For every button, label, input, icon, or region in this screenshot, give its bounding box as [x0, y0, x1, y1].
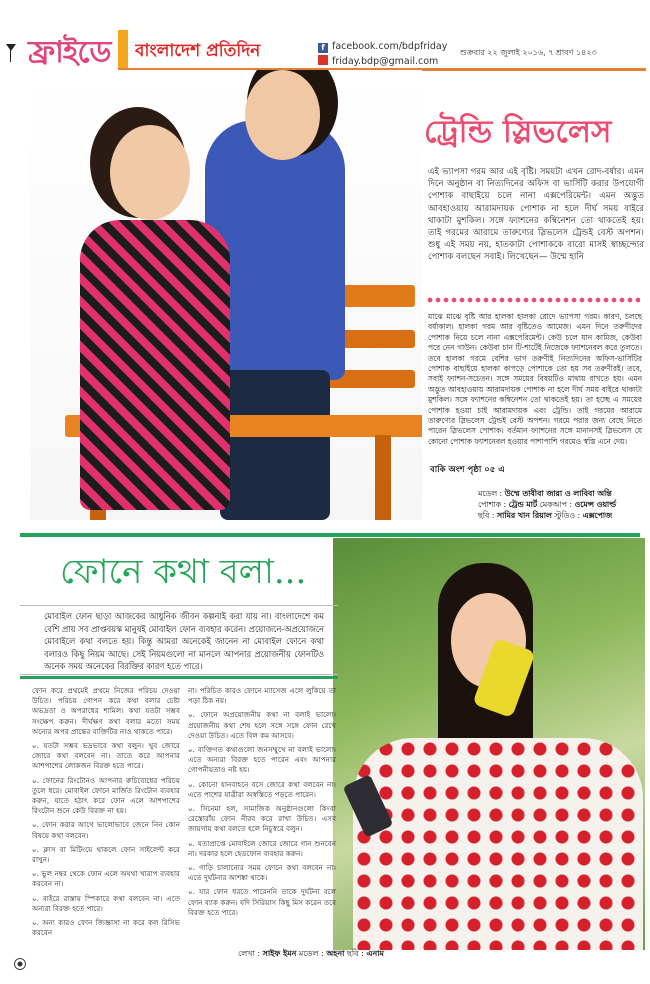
model-head [110, 125, 190, 220]
facebook-icon: f [318, 43, 328, 53]
paragraph: ০. ভুল নম্বর থেকে ফোন এলে অযথা খারাপ ব্যবহার করবেন না। [32, 869, 180, 889]
paragraph: ০. গাড়ি চালানোর সময় ফোনে কথা বলবেন না। এতে দুর্ঘটনার আশঙ্কা থাকে। [188, 863, 336, 883]
credit-label: মডেল : [298, 949, 324, 958]
page-arrow-icon [6, 44, 16, 51]
credit-photo: সামির খান রিয়াল [496, 511, 552, 520]
article-column-1 [32, 686, 180, 942]
credit-makeup: ওমেন্স ওয়ার্ল্ড [574, 500, 616, 509]
credit-outfit: ট্রেন্ড মার্ট [508, 500, 538, 509]
logo-divider [118, 30, 128, 70]
paragraph: ০. যার ফোন ধরতে পারেননি তাকে দুর্ঘটনা বলে ফোন ব্যাক করুন। যদি সিরিয়াস কিছু মিস করেন তবে বিরক্ত হতে পারে। [188, 887, 336, 917]
paragraph: ০. সিনেমা হল, সামাজিক অনুষ্ঠানগুলো কিংবা রেস্তোরাঁয় ফোন নীরব করে রাখা উচিত। এসব জায়গায় কথা বলতে হলে নিচুস্বরে বলুন। [188, 804, 336, 834]
email-link[interactable]: friday.bdp@gmail.com [332, 56, 439, 67]
credit-label: ছবি : [478, 511, 495, 520]
credit-photo: এনাম [366, 949, 384, 958]
section-divider [20, 533, 640, 537]
paragraph: ০. যতটা সম্ভব ভদ্রভাবে কথা বলুন। খুব জোরে জোরে কথা বলবেন না। তাতে করে আপনার আশপাশের লোকজন বিরক্ত হতে পারে। [32, 741, 180, 771]
page-marker-line [10, 50, 11, 62]
feature-credits-sleeveless [478, 488, 648, 521]
credit-studio: এক্সপোজ [582, 511, 612, 520]
model-polka-dress [353, 738, 643, 950]
paragraph: না। পরিচিত কারও ফোনে ম্যাসেজ এলে লুকিয়ে তা পড়া ঠিক নয়। [188, 686, 336, 706]
credit-label: ছবি : [346, 949, 364, 958]
paper-logo: বাংলাদেশ প্রতিদিন [135, 41, 261, 61]
paragraph: ফোন করে প্রথমেই প্রথমে নিজের পরিচয় দেওয়া উচিত। পরিচয় গোপন করে কথা বলার চেষ্টা অভদ্রতা ও অপরাধের শামিল। কথা যতটা সম্ভব সংক্ষেপ করুন। দীর্ঘক্ষণ কথা বলার মতো সময় অন্যের অপর প্রান্তের ব্যক্তিটির নাও থাকতে পারে। [32, 686, 180, 736]
feature-body-sleeveless: মাঝে মাঝে বৃষ্টি আর হালকা হালকা রোদে ভ্যাপসা গরম। কারণ, চলছে বর্ষাকাল। হালকা গরম আর বৃষ্টিতেও আমেজ। এমন দিনে তরুণীদের পোশাক নিয়ে চলে নানা এক্সপেরিমেন্ট। কেউ চলে যান কামিজ, কেউবা পরে নেন গাউন। কেউবা চান টি-শার্টেই নিজেকে ফ্যাশনেবল করে তুলতে। তবে হালকা গরমে বেশির ভাগ তরুণীই নিত্যদিনের অফিস-ভার্সিটির পোশাক বাছাইয়ে হালকা কাপড়ে পোশাকে তো হয় সব তরুণীরই। তবে, সবাই ফ্যাশন-সচেতন। সঙ্গে সময়ের বিষয়টিও মাথায় রাখতে হয়। এমন অদ্ভুত আবহাওয়ায় আরামদায়ক পোশাক না হলে দীর্ঘ সময় বাইরে থাকাটা মুশকিল। সঙ্গে ফ্যাশনের কম্বিনেশন তো থাকতেই হয়। তা হচ্ছে এ সময়ের পোশাক হওয়া চাই আরামদায়ক এবং ট্রেন্ডি। তাই গরমের আরামে তারুণ্যের স্লিভলেস ট্রেন্ডই বেস্ট অপশন। গরমে পরার জন্য বেছে নিতে পারেন স্লিভলেস পোশাক। বর্তমান ফ্যাশনের সঙ্গে মানানসই স্লিভলেস যে কোনো পোশাক ফ্যাশনেবল হওয়ার পাশাপাশি গরমেও স্বস্তি এনে দেয়। [428, 312, 642, 446]
credit-label: পোশাক : [478, 500, 507, 509]
paragraph: ০. ক্লাস বা মিটিংয়ে থাকলে ফোন সাইলেন্ট করে রাখুন। [32, 844, 180, 865]
section-logo: ফ্রাইডে [28, 35, 111, 70]
registration-mark-icon [14, 958, 26, 970]
credit-models: উম্মে তাবীবা জারা ও লাবিবা অন্তি [504, 489, 612, 498]
feature-photo-sleeveless [30, 70, 422, 520]
credit-label: মডেল : [478, 489, 503, 498]
paragraph: ০. যতাপ্রাপ্তে মোবাইলে জোরে জোরে গান শুনবেন না। দরকার হলে হেডফোন ব্যবহার করুন। [188, 838, 336, 858]
paragraph: ০. কোনো যানবাহনে বসে জোরে কথা বলবেন না। এতে পাশের যাত্রীরা অস্বস্তিতে পড়তে পারেন। [188, 779, 336, 799]
dateline: শুক্রবার ২২ জুলাই ২০১৬, ৭ শ্রাবণ ১৪২৩ [460, 48, 597, 57]
model-pants [220, 370, 330, 520]
credit-label: স্টুডিও : [554, 511, 581, 520]
credit-label: লেখা : [238, 949, 261, 958]
model-head [245, 70, 320, 160]
paragraph: ০. ফোন করার আগে ভালোভাবে জেনে নিন কোন বিষয়ে কথা বলবেন। [32, 820, 180, 840]
paragraph: ০. ফোনে অপ্রয়োজনীয় কথা না বলাই ভালো। প্রয়োজনীয় কথা শেষ হলে সঙ্গে সঙ্গে ফোন রেখে দেওয়া উচিত। এতে বিল কম আসবে। [188, 710, 336, 740]
credit-label: মেকআপ : [539, 500, 573, 509]
facebook-link[interactable]: facebook.com/bdpfriday [332, 41, 448, 52]
paragraph: ০. ব্যক্তিগত কথাগুলো জনসম্মুখে না বলাই ভালো। এতে অন্যরা বিরক্ত হতে পারেন এবং আপনার গোপনীয়তাও নষ্ট হয়। [188, 745, 336, 775]
social-links [318, 39, 447, 69]
credit-writer: সাইফ ইমন [262, 949, 297, 958]
feature-credits-phone [238, 948, 384, 961]
paragraph: ০. ফোনের রিংটোনও আপনার রুচিবোধের পরিচয় তুলে ধরে। মোবাইল ফোনে মার্জিত রিংটোন ব্যবহার করুন, যাতে হঠাৎ করে ফোন এলে আশপাশের রিংটোন শুনে কেউ বিরক্ত না হয়। [32, 775, 180, 816]
article-column-2 [188, 686, 336, 922]
model-pink-dress [80, 220, 230, 510]
intro-rule [20, 676, 338, 679]
feature-intro-sleeveless: এই ভ্যাপসা গরম আর এই বৃষ্টি। সময়টা এখন রোদ-বর্ষার। এমন দিনে অনুষ্ঠান বা নিত্যদিনের অফিস বা ভার্সিটি করার উপযোগী পোশাক বাছাইয়ে চলে নানা এক্সপেরিমেন্ট। এমন অদ্ভুত আবহাওয়ায় আরামদায়ক পোশাক না হলে দীর্ঘ সময় বাইরে থাকাটা মুশকিল। সঙ্গে ফ্যাশনের কম্বিনেশন তো থাকতেই হয়। তাই গরমের আরামে তারুণ্যের স্লিভলেস ট্রেন্ডই বেস্ট অপশন। শুধু এই সময় নয়, হাতকাটা পোশাককে বারো মাসই স্বাচ্ছন্দ্যের পোশাক বলছেন সবাই। লিখেছেন— উম্মে হানি [428, 167, 644, 263]
credit-model: অহনা [326, 949, 345, 958]
paragraph: ০. বাইরে রাস্তায় স্পিকারে কথা বলবেন না। এতে অন্যরা বিরক্ত হতে পারে। [32, 893, 180, 913]
dotted-divider [426, 296, 640, 304]
email-icon [318, 55, 328, 65]
feature-title-sleeveless: ট্রেন্ডি স্লিভলেস [424, 114, 612, 150]
feature-intro-phone: মোবাইল ফোন ছাড়া আজকের আধুনিক জীবন কল্পনাই করা যায় না। বাংলাদেশে কম বেশি প্রায় সব প্রাপ্তবয়স্ক মানুষই মোবাইল ফোন ব্যবহার করেন। প্রয়োজনে-অপ্রয়োজনে মোবাইলে কথা বলতে হয়। কিন্তু আমরা অনেকেই জানেন না মোবাইল ফোনে কথা বলারও কিছু নিয়ম আছে। সেই নিয়মগুলো না মানলে আপনার প্রয়োজনীয় ফোনটিও অনেক সময় অনেকের বিরক্তির কারণ হতে পারে। [44, 611, 324, 672]
feature-title-phone: ফোনে কথা বলা... [60, 552, 307, 592]
bench-leg [375, 435, 391, 520]
paragraph: ০. অন্য কারও ফোন জিজ্ঞাসা না করে কল রিসিভ করবেন [32, 918, 180, 938]
continued-note: বাকি অংশ পৃষ্ঠা ০৫ এ [430, 465, 505, 475]
